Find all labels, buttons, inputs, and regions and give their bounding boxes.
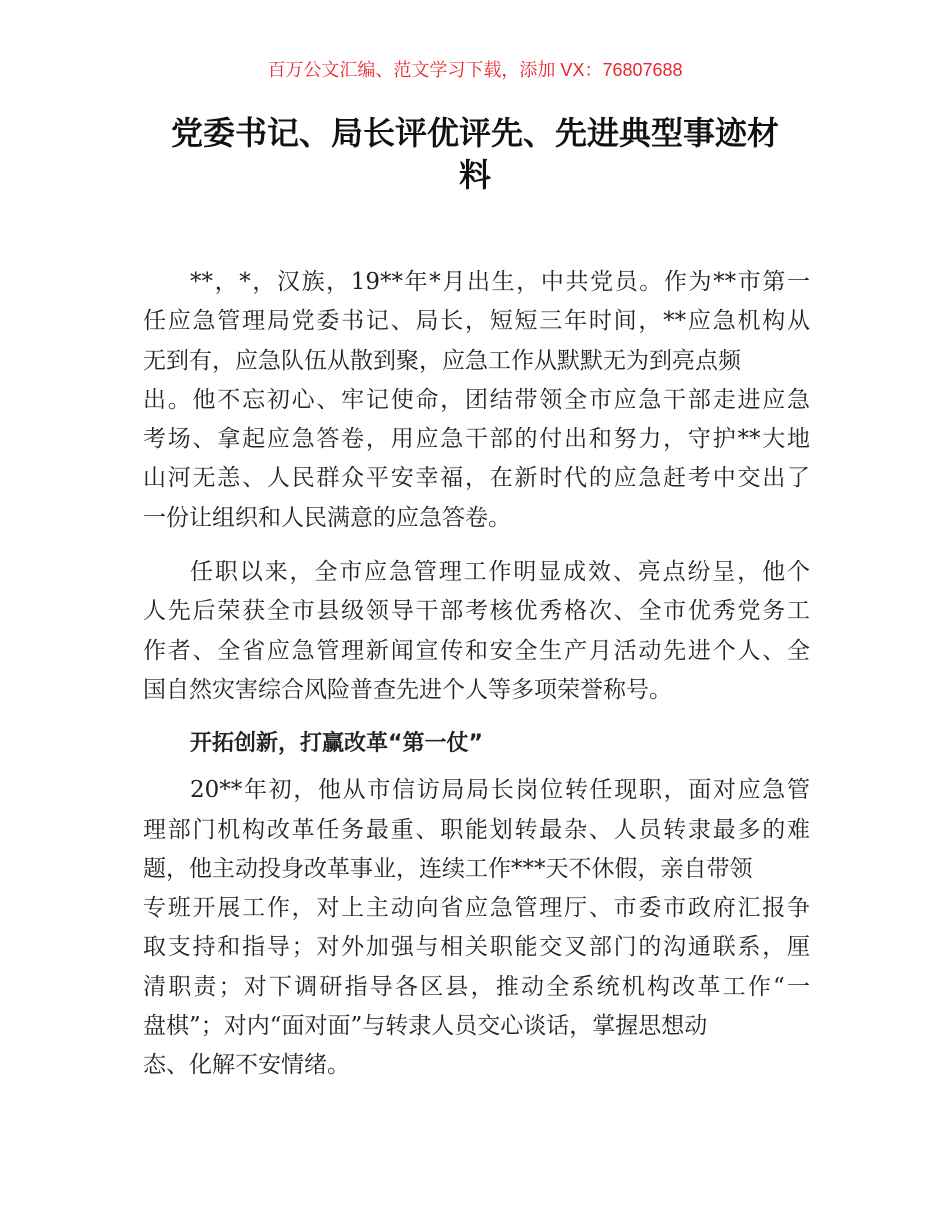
title-line: 料: [458, 156, 491, 194]
text-line: 作者、全省应急管理新闻宣传和安全生产月活动先进个人、全: [143, 637, 810, 664]
text-line: 题，他主动投身改革事业，连续工作***天不休假，亲自带领: [143, 855, 753, 882]
text-line: 取支持和指导；对外加强与相关职能交叉部门的沟通联系，厘: [143, 934, 810, 961]
text-line: 无到有，应急队伍从散到聚，应急工作从默默无为到亮点频: [143, 347, 741, 374]
text-line: 山河无恙、人民群众平安幸福，在新时代的应急赶考中交出了: [143, 465, 810, 492]
text-line: 任应急管理局党委书记、局长，短短三年时间，**应急机构从: [143, 308, 810, 335]
text-line: 专班开展工作，对上主动向省应急管理厅、市委市政府汇报争: [143, 895, 810, 922]
title-line: 党委书记、局长评优评先、先进典型事迹材: [170, 114, 779, 152]
text-line: 20**年初，他从市信访局局长岗位转任现职，面对应急管: [190, 777, 810, 804]
text-line: 一份让组织和人民满意的应急答卷。: [143, 504, 511, 531]
document-title: [140, 112, 810, 196]
text-line: 任职以来，全市应急管理工作明显成效、亮点纷呈，他个: [190, 559, 810, 586]
text-line: **，*，汉族，19**年*月出生，中共党员。作为**市第一: [190, 269, 810, 295]
document-body: [143, 263, 810, 1086]
paragraph-reform: [143, 771, 810, 1085]
text-line: 盘棋”；对内“面对面”与转隶人员交心谈话，掌握思想动: [143, 1013, 708, 1040]
section-heading: 开拓创新，打赢改革“第一仗”: [190, 731, 483, 757]
text-line: 人先后荣获全市县级领导干部考核优秀格次、全市优秀党务工: [143, 598, 810, 625]
text-line: 态、化解不安情绪。: [143, 1052, 350, 1079]
paragraph-honors: [143, 553, 810, 710]
paragraph-intro: [143, 263, 810, 538]
watermark-banner: 百万公文汇编、范文学习下载，添加 VX：76807688: [267, 60, 683, 80]
text-line: 国自然灾害综合风险普查先进个人等多项荣誉称号。: [143, 676, 672, 703]
text-line: 理部门机构改革任务最重、职能划转最杂、人员转隶最多的难: [143, 816, 810, 843]
text-line: 清职责；对下调研指导各区县，推动全系统机构改革工作“一: [143, 973, 810, 1000]
text-line: 出。他不忘初心、牢记使命，团结带领全市应急干部走进应急: [143, 386, 810, 413]
text-line: 考场、拿起应急答卷，用应急干部的付出和努力，守护**大地: [143, 426, 810, 453]
